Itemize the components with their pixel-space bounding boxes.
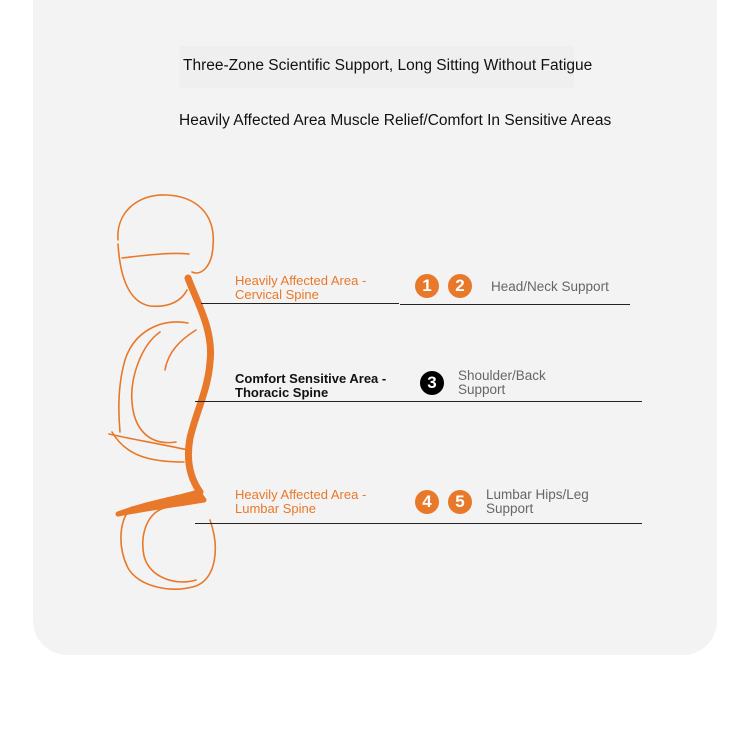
zone-label-line: Cervical Spine (235, 287, 319, 302)
zone-label-line: Heavily Affected Area - (235, 273, 367, 288)
feature-line: Lumbar Hips/Leg (486, 487, 589, 502)
feature-head-neck (491, 280, 609, 294)
page-subtitle: Heavily Affected Area Muscle Relief/Comfort In Sensitive Areas (179, 112, 612, 129)
zone-label-line: Lumbar Spine (235, 501, 316, 516)
feature-shoulder-back (458, 369, 546, 397)
page-title: Three-Zone Scientific Support, Long Sitting Without Fatigue (183, 57, 593, 74)
number-badge: 1 (415, 274, 439, 298)
feature-line: Support (486, 501, 534, 516)
divider (201, 303, 399, 304)
number-badge: 3 (420, 371, 444, 395)
divider (195, 523, 642, 524)
zone-label-line: Comfort Sensitive Area - (235, 371, 387, 386)
number-badge: 5 (448, 490, 472, 514)
number-badge: 2 (448, 274, 472, 298)
zone-lumbar-label (235, 488, 366, 516)
zone-label-line: Thoracic Spine (235, 385, 329, 400)
feature-line: Shoulder/Back (458, 368, 546, 383)
feature-lumbar-hips-leg (486, 488, 589, 516)
divider (195, 401, 642, 402)
zone-label-line: Heavily Affected Area - (235, 487, 367, 502)
number-badge: 4 (415, 490, 439, 514)
feature-line: Support (458, 382, 506, 397)
feature-line: Head/Neck Support (491, 279, 609, 294)
zone-cervical-label (235, 274, 366, 302)
zone-thoracic-label (235, 372, 386, 400)
seated-spine-figure-icon (100, 190, 230, 590)
divider (400, 304, 630, 305)
